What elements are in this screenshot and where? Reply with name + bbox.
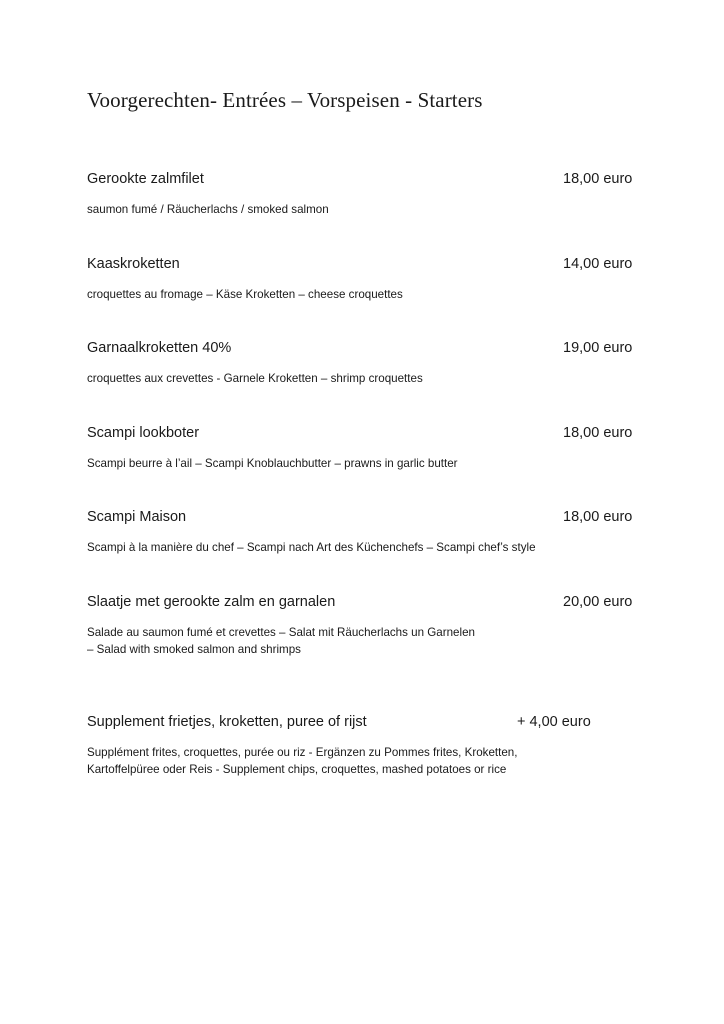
menu-item-header [87,594,647,614]
menu-item-description [87,539,647,556]
menu-item-header [87,340,647,360]
supplement-item [87,714,647,778]
menu-item-header [87,509,647,529]
menu-item-price: 18,00 euro [563,171,633,187]
menu-item-description [87,370,647,387]
menu-item [87,425,647,472]
menu-item-price: 18,00 euro [563,509,633,525]
menu-item-header [87,425,647,445]
menu-item [87,171,647,218]
menu-item-name: Gerookte zalmfilet [87,171,204,187]
menu-item-price: 20,00 euro [563,594,633,610]
menu-item-name: Slaatje met gerookte zalm en garnalen [87,594,336,610]
menu-item-price: 14,00 euro [563,256,633,272]
menu-item [87,509,647,556]
description-line: Kartoffelpüree oder Reis - Supplement chips, croquettes, mashed potatoes or rice [87,763,507,776]
menu-item-name: Scampi lookboter [87,425,200,441]
description-line: Scampi à la manière du chef – Scampi nach Art des Küchenchefs – Scampi chef’s style [87,541,536,554]
menu-item-price: 19,00 euro [563,340,633,356]
menu-item-description [87,286,647,303]
menu-item [87,594,647,658]
description-line: Supplément frites, croquettes, purée ou riz - Ergänzen zu Pommes frites, Kroketten, [87,746,518,759]
menu-item-name: Scampi Maison [87,509,187,525]
description-line: croquettes au fromage – Käse Kroketten – cheese croquettes [87,288,403,301]
menu-item-description [87,455,647,472]
menu-item-price: 18,00 euro [563,425,633,441]
menu-item-name: Kaaskroketten [87,256,180,272]
menu-item-description [87,624,647,658]
description-line: croquettes aux crevettes - Garnele Kroketten – shrimp croquettes [87,372,423,385]
page-title: Voorgerechten- Entrées – Vorspeisen - Starters [87,88,483,112]
description-line: – Salad with smoked salmon and shrimps [87,643,301,656]
supplement-price: + 4,00 euro [517,714,591,730]
menu-item [87,340,647,387]
menu-item-header [87,256,647,276]
menu-item [87,256,647,303]
supplement-name: Supplement frietjes, kroketten, puree of rijst [87,714,367,730]
description-line: Salade au saumon fumé et crevettes – Salat mit Räucherlachs un Garnelen [87,626,475,639]
menu-item-name: Garnaalkroketten 40% [87,340,232,356]
menu-item-header [87,171,647,191]
menu-item-description [87,201,647,218]
description-line: Scampi beurre à l’ail – Scampi Knoblauchbutter – prawns in garlic butter [87,457,458,470]
description-line: saumon fumé / Räucherlachs / smoked salmon [87,203,329,216]
supplement-description [87,744,647,778]
supplement-header [87,714,647,734]
